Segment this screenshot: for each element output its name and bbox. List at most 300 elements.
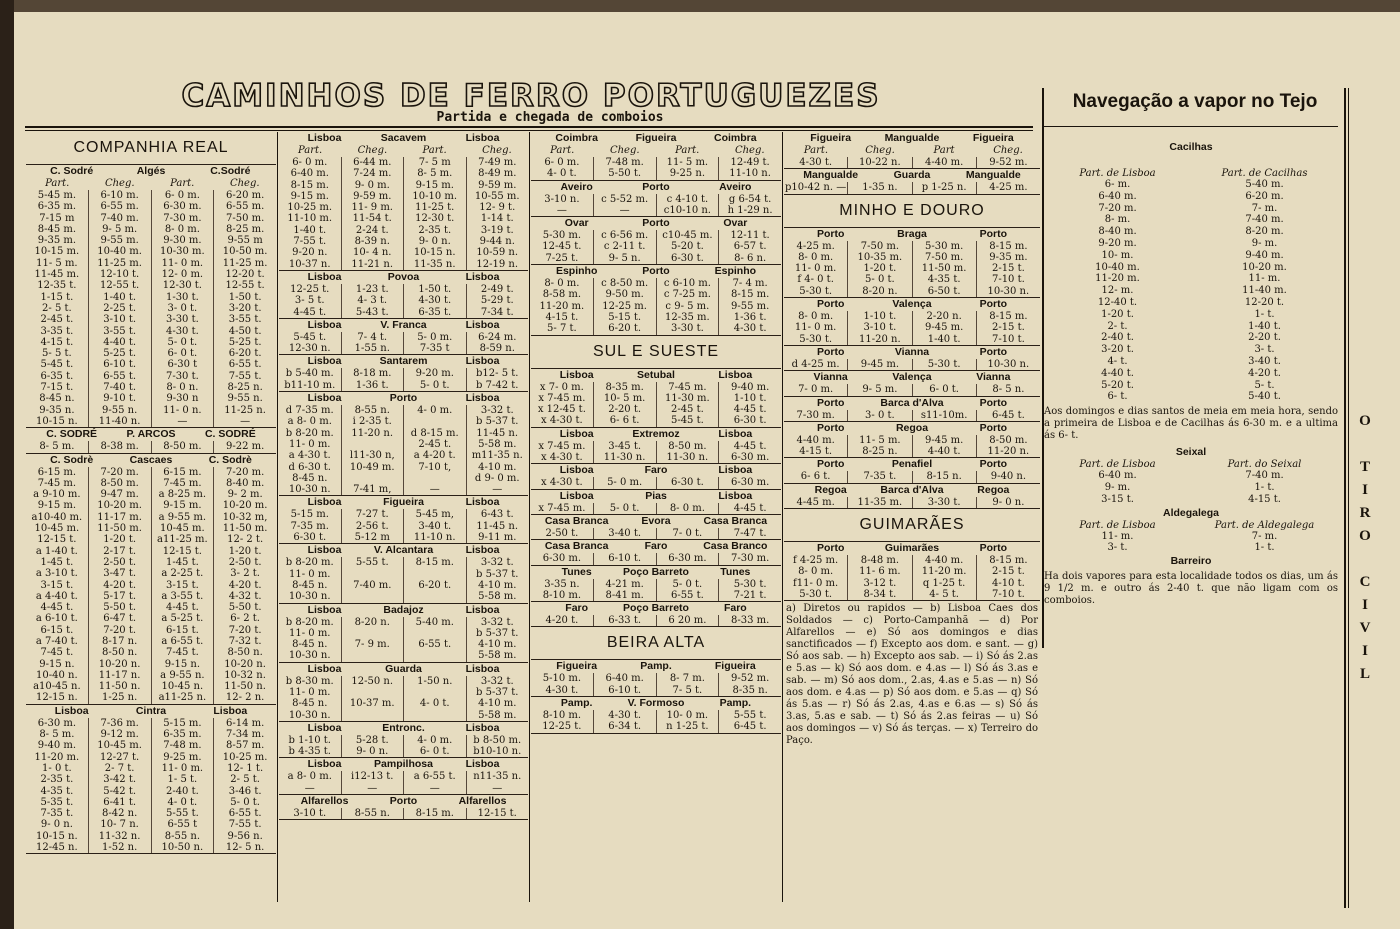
time-cell: 11-20 n. [976,446,1040,457]
timetable-row [531,312,781,323]
time-cell: x 7- 0 m. [539,381,584,393]
time-cell: 8-50 m. [656,441,719,452]
time-cell: 9-40 m. [718,382,781,393]
time-cell: 7-48 m. [593,157,656,168]
timetable-row [531,615,781,626]
timetable-row [279,439,528,450]
time-cell: 10-32 n. [213,670,276,681]
time-cell: d 7-35 m. [285,405,334,417]
station-name: Tunes [720,565,751,578]
ferry-time: 7- m. [1251,530,1278,542]
timetable-section [26,454,276,705]
station-name: Lisboa [54,704,89,717]
time-cell: 5-35 t. [40,796,74,808]
time-cell: 1-20 t. [213,546,276,557]
time-cell: 6- 6 t. [593,415,656,426]
time-cell: 11-20 m. [34,751,80,763]
timetable-row [26,441,276,452]
time-cell: 12-35 t. [37,280,77,292]
time-cell: b 8-20 m. [285,557,334,569]
station-name: Porto [979,542,1008,555]
time-cell: 2-25 t. [88,303,151,314]
time-cell [403,628,466,639]
timetable-section [531,540,781,565]
time-cell: 8-50 m. [88,478,151,489]
time-cell: 2-35 t. [403,225,466,236]
time-cell: 10-15 n. [403,247,466,258]
nav-rule [1044,126,1338,127]
timetable-row [784,334,1040,345]
time-cell: a 1-40 t. [35,545,78,557]
time-cell: 7-10 t. [976,274,1040,285]
timetable-row [26,591,276,602]
route-header [531,697,781,710]
time-cell: 9-52 m. [718,673,781,684]
time-cell: 8-34 t. [847,589,911,600]
station-name: Lisboa [307,603,342,616]
time-cell: 9- 0 n. [40,819,73,831]
ferry-time: 9-40 m. [1245,249,1284,261]
station-name: Poço Barreto [623,602,689,615]
time-cell: 9-15 n. [151,659,214,670]
station-name: Lisboa [307,662,342,675]
time-cell: 7-25 t. [545,252,579,264]
time-cell: p10-42 n. — [785,182,847,194]
side-title-letter: R [1359,505,1371,521]
time-cell: l11-30 n, [341,450,404,461]
time-cell: 8- 6 n. [718,253,781,264]
timetable-row [279,416,528,427]
ferry-row [1044,459,1338,470]
time-cell: 9-55 n. [88,405,151,416]
ferry-time: 11-40 m. [1242,285,1287,297]
ferry-time: 9-20 m. [1098,237,1137,249]
time-cell: 5- 0 t. [151,337,214,348]
ferry-time: 3-20 t. [1101,344,1134,356]
time-cell: 4-40 m. [796,434,835,446]
time-cell: 7-10 t, [403,462,466,473]
station-name: Lisboa [465,132,500,144]
time-cell: 10-20 m. [88,500,151,511]
time-cell: 6- 0 t. [403,746,466,757]
station-name: Figueira [972,132,1014,144]
station-name: Lisboa [465,758,500,771]
column-label: Part. [170,178,195,189]
time-cell: 5- 0 t. [213,797,276,808]
timetable-row [279,295,528,306]
ferry-row [1044,250,1338,262]
time-cell: 2- 5 t. [42,302,72,314]
time-cell: m11-35 n. [466,450,529,461]
time-cell: 3-30 t. [656,323,719,334]
timetable-section [531,265,781,335]
time-cell: 5-17 t. [88,591,151,602]
column-label: Part. [298,145,323,156]
time-cell: 8-15 m. [403,557,466,568]
time-cell: 5-50 t. [213,602,276,613]
time-cell: 10-40 n. [36,669,78,681]
time-cell: a 4-30 t. [288,450,331,462]
time-cell: 4-15 t. [545,311,579,323]
station-name: Lisboa [718,427,753,440]
route-header [279,355,528,368]
time-cell: 4-40 m. [912,555,976,566]
time-cell: 8-25 n. [213,382,276,393]
station-name: Porto [979,345,1008,358]
ferry-time: 6-40 m. [1098,190,1137,202]
ferry-time: 4-20 t. [1248,367,1281,379]
timetable-row [279,771,528,782]
station-name: Faro [644,464,668,477]
time-cell: 11- 0 n. [151,405,214,416]
time-cell: 6-47 t. [88,613,151,624]
time-cell: 12- 0 m. [151,269,214,280]
time-cell [341,687,404,698]
ferry-time: 7- m. [1251,202,1278,214]
time-cell: b 5-37 t. [466,628,529,639]
timetable-row [784,578,1040,589]
column-label: Cheg. [482,145,512,156]
station-name: Lisboa [307,355,342,368]
time-cell: 6-35 t. [40,370,74,382]
station-name: Santarem [379,355,428,368]
time-cell: 11-17 n. [88,670,151,681]
time-cell: 3-35 n. [544,578,580,590]
time-cell: 7-45 t. [40,647,74,659]
time-cell: c 6-56 m. [593,230,656,241]
timetable-row [531,205,781,216]
route-header [784,132,1040,145]
timetable-row [531,710,781,721]
time-cell: 10-30 m. [151,246,214,257]
time-cell: 5-42 t. [88,786,151,797]
time-cell: 11-25 t. [403,202,466,213]
time-cell: 9- 5 m. [847,384,911,395]
station-name: Lisboa [559,464,594,477]
column-label: Part. [803,145,829,156]
time-cell: 12- 2 n. [213,692,276,703]
time-cell: 2-45 t. [40,314,74,326]
time-cell: a 3-55 t. [151,591,214,602]
station-name: C.Sodré [210,165,251,177]
time-cell [341,628,404,639]
time-cell: 6-41 t. [88,797,151,808]
timetable-row [279,628,528,639]
time-cell: a 8- 0 m. [287,416,332,428]
time-cell: 6-15 m. [37,466,77,478]
station-name: Guarda [385,662,422,675]
time-cell: 3-40 t. [593,528,656,539]
time-cell: a 2-25 t. [151,568,214,579]
time-cell: p 1-25 n. [912,182,976,193]
time-cell: 11- 0 m. [794,322,837,334]
timetable-section [279,392,528,496]
time-cell: 8- 0 m. [798,566,834,578]
ferry-row [1044,391,1338,403]
ferry-time: 4- t. [1107,355,1128,367]
time-cell: 11-10 n. [718,168,781,179]
time-cell: a 8-25 m. [151,489,214,500]
time-cell: 7-45 m. [656,382,719,393]
timetable-row [279,710,528,721]
station-name: Porto [979,458,1008,471]
timetable-row [26,280,276,291]
time-cell: 8-15 m. [976,555,1040,566]
timetable-section [279,758,528,795]
time-cell: 4-20 t. [88,580,151,591]
time-cell: — [213,416,276,427]
ferry-row [1044,273,1338,285]
time-cell: 5-45 t. [293,331,327,343]
time-cell: 12-19 n. [466,259,529,270]
ferry-row [1044,297,1338,309]
station-name: Porto [389,392,418,405]
time-cell: b 8-50 m. [466,735,529,746]
timetable-row [279,580,528,591]
timetable-row [531,685,781,696]
timetable-row [26,371,276,382]
ferry-time: 7-40 m. [1245,470,1284,482]
time-cell: 7-45 t. [151,647,214,658]
side-title-letter: O [1359,413,1371,429]
route-header [279,392,528,405]
time-cell: 6 20 m. [656,615,719,626]
time-cell: 10-55 m. [466,191,529,202]
ferry-note: Aos domingos e dias santos de meia em meia hora, sendo a primeira de Lisboa e de Cacilhas ás 6-30 m. e a ultima ás 6- t. [1044,406,1338,442]
time-cell: 3-15 t. [151,580,214,591]
time-cell: 8-45 n. [292,639,328,651]
time-cell: 7-50 m. [847,241,911,252]
time-cell: 5-15 m. [290,509,329,521]
time-cell: 2-20 n. [912,311,976,322]
timetable-row [279,405,528,416]
ferry-time: 5-20 t. [1101,379,1134,391]
timetable-row [531,301,781,312]
time-cell: 11-20 m. [539,300,585,312]
time-cell: — [151,416,214,427]
time-cell: c 5-52 m. [593,194,656,205]
route-header [279,758,528,771]
route-header [531,132,781,145]
time-cell: 8-38 m. [88,441,151,452]
ferry-row [1044,368,1338,380]
timetable-section [784,509,1040,542]
time-cell: 3-55 t. [88,326,151,337]
route-header [531,464,781,477]
time-cell: 7-20 t. [213,625,276,636]
time-cell: 2-56 t. [341,521,404,532]
time-cell: 2- 7 t. [88,763,151,774]
station-name: Porto [979,396,1008,409]
time-cell: c 6-10 m. [656,278,719,289]
time-cell: 9-40 m. [37,740,77,752]
timetable-section [279,604,528,663]
time-cell: 12-35 m. [656,312,719,323]
time-cell: 6- 0 t. [151,348,214,359]
time-cell: 5-25 t. [213,337,276,348]
right-divider-thin [1348,88,1349,908]
time-cell: 11- 5 m. [656,157,719,168]
time-cell: 8-50 m. [151,441,214,452]
timetable-section [531,490,781,515]
time-cell: 4- 5 t. [912,589,976,600]
station-name: Faro [723,602,747,615]
timetable-row [26,224,276,235]
ferry-time: 6-20 m. [1245,190,1284,202]
time-cell: 11-50 m. [88,523,151,534]
ferry-time: 10-20 m. [1242,261,1287,273]
time-cell: a 6-55 t. [151,636,214,647]
station-name: V. Franca [380,318,427,331]
station-name: Valença [892,371,932,384]
time-cell [403,687,466,698]
time-cell: f11- 0 m. [793,577,839,589]
time-cell: 3-12 t. [847,578,911,589]
station-name: Porto [642,265,670,278]
timetable-row [26,235,276,246]
route-header [279,795,528,808]
ferry-row [1044,191,1338,203]
station-name: Coimbra [714,132,757,144]
timetable-section [784,346,1040,371]
ferry-time: Part. de Aldegalega [1214,519,1315,531]
station-name: Pias [645,489,667,502]
time-cell: 5-45 m, [403,509,466,520]
time-cell: 7-15 m [39,212,75,224]
ferry-row [1044,262,1338,274]
side-title-letter: T [1359,459,1370,475]
time-cell: 7- 5 m [403,157,466,168]
station-name: Casa Branco [703,540,768,553]
time-cell: 3-32 t. [466,617,529,628]
timetable-row [279,236,528,247]
station-name: Lisboa [307,758,342,771]
timetable-row [26,842,276,853]
timetable-row [279,676,528,687]
side-title-letter [1353,548,1377,571]
page-left-edge [0,0,14,929]
time-cell: 9-52 m. [976,157,1040,168]
station-name: P. ARCOS [126,428,176,441]
timetable-section [531,132,781,181]
ferry-note: Ha dois vapores para esta localidade todos os dias, um ás 9 1/2 m. e outro ás 2-40 t. que não ligam com os comboios. [1044,571,1338,607]
time-cell: 11-30 n. [656,452,719,463]
time-cell: 9-15 m. [37,500,77,512]
time-cell: 12-49 t. [718,157,781,168]
timetable-section [279,722,528,759]
side-title-letter: V [1359,620,1371,636]
timetable-row [784,263,1040,274]
time-cell: 12-15 n. [36,692,78,704]
station-name: Barca d'Alva [880,396,944,409]
timetable-row [279,509,528,520]
time-cell: 6-20 t. [593,323,656,334]
time-cell: 2-50 t. [545,527,579,539]
ferry-time: 10- m. [1101,249,1134,261]
time-cell: 1-30 t. [151,292,214,303]
station-name: Valença [892,298,932,311]
station-name: Extremoz [632,427,680,440]
ferry-time: Part. de Lisboa [1079,459,1156,471]
time-cell: 7-36 m. [88,718,151,729]
station-name: Lisboa [307,392,342,405]
time-cell: 7-45 m. [151,478,214,489]
time-cell: 11- 6 m. [847,566,911,577]
timetable-row [26,752,276,763]
time-cell [341,569,404,580]
time-cell [341,650,404,661]
station-name: Lisboa [213,704,248,717]
time-cell: 6-30 m. [542,553,582,565]
time-cell [403,710,466,721]
time-cell [403,650,466,661]
station-name: Lisboa [718,489,753,502]
time-cell: 8-25 n. [847,446,911,457]
time-cell: 10-45 m. [88,740,151,751]
time-cell: a 9-10 m. [33,489,81,501]
timetable-row [26,659,276,670]
time-cell: 10- 4 n. [341,247,404,258]
time-cell: c 2-11 t. [593,241,656,252]
time-cell: 4-30 t. [593,710,656,721]
timetable-row [26,786,276,797]
route-header [784,542,1040,555]
time-cell: 4-40 t. [88,337,151,348]
time-cell: 9-15 m. [290,190,329,202]
time-cell: 11-50 n. [88,681,151,692]
time-cell: 6-10 t. [88,359,151,370]
timetable-section [279,795,528,820]
ferry-time: 2- t. [1107,320,1128,332]
time-cell: 8- 0 n. [151,382,214,393]
ferry-time: Part. de Cacilhas [1221,168,1308,179]
time-cell: 5- 0 t. [656,579,719,590]
timetable-section [784,542,1040,601]
time-cell: — [341,783,404,794]
timetable-column-4 [784,132,1040,902]
timetable-row [26,602,276,613]
time-cell: 11-50 n. [213,681,276,692]
timetable-row [279,157,528,168]
time-cell: 9-30 m. [151,235,214,246]
time-cell: 3- 5 t. [294,295,325,307]
time-cell: 12-45 t. [542,241,582,253]
time-cell: 3- 2 t. [213,568,276,579]
time-cell: 9- 5 n. [593,253,656,264]
timetable-section [784,132,1040,169]
ferry-time: 3-15 t. [1101,493,1134,505]
time-cell: 10-45 m. [34,523,80,535]
time-cell: 6-30 t. [293,532,327,544]
time-cell: 5- 0 t. [403,380,466,391]
time-cell: 5-25 t. [88,348,151,359]
timetable-row [279,213,528,224]
time-cell: 10-20 m. [213,500,276,511]
time-cell: 11- 5 m. [36,257,78,269]
time-cell: 6-45 t. [718,721,781,732]
col-rule-3 [782,132,783,902]
time-cell: 8- 0 m. [656,503,719,514]
time-cell: 6- 0 m. [151,190,214,201]
time-cell: 4-30 t. [718,323,781,334]
timetable-row [531,528,781,539]
timetable-column-3 [531,132,781,902]
time-cell: 11-30 m. [656,393,719,404]
time-cell: a11-25 m. [151,534,214,545]
timetable-row [26,740,276,751]
timetable-row [26,246,276,257]
timetable-section [784,397,1040,422]
